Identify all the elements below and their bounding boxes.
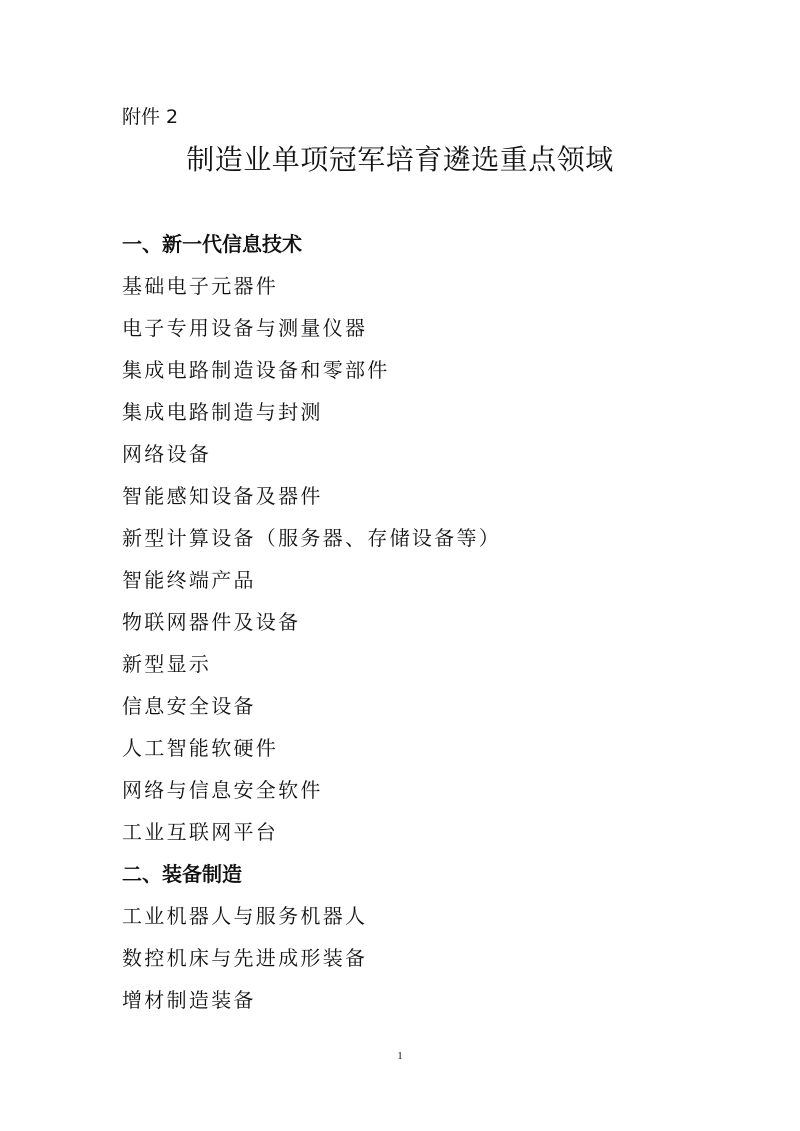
section-heading-2: 二、装备制造 (122, 862, 242, 886)
list-item: 集成电路制造设备和零部件 (122, 358, 390, 382)
list-item: 新型显示 (122, 652, 212, 676)
page-number: 1 (397, 1050, 403, 1062)
list-item: 工业互联网平台 (122, 820, 279, 844)
list-item: 集成电路制造与封测 (122, 400, 323, 424)
list-item: 电子专用设备与测量仪器 (122, 316, 368, 340)
document-title: 制造业单项冠军培育遴选重点领域 (186, 143, 614, 176)
attachment-label: 附件 2 (122, 106, 179, 128)
list-item: 数控机床与先进成形装备 (122, 946, 368, 970)
list-item: 智能感知设备及器件 (122, 484, 323, 508)
list-item: 基础电子元器件 (122, 274, 279, 298)
list-item: 智能终端产品 (122, 568, 256, 592)
list-item: 人工智能软硬件 (122, 736, 279, 760)
list-item: 增材制造装备 (122, 988, 256, 1012)
list-item: 网络设备 (122, 442, 212, 466)
list-item: 网络与信息安全软件 (122, 778, 323, 802)
list-item: 工业机器人与服务机器人 (122, 904, 368, 928)
list-item: 信息安全设备 (122, 694, 256, 718)
section-heading-1: 一、新一代信息技术 (122, 232, 302, 256)
list-item: 新型计算设备（服务器、存储设备等） (122, 526, 502, 550)
list-item: 物联网器件及设备 (122, 610, 301, 634)
